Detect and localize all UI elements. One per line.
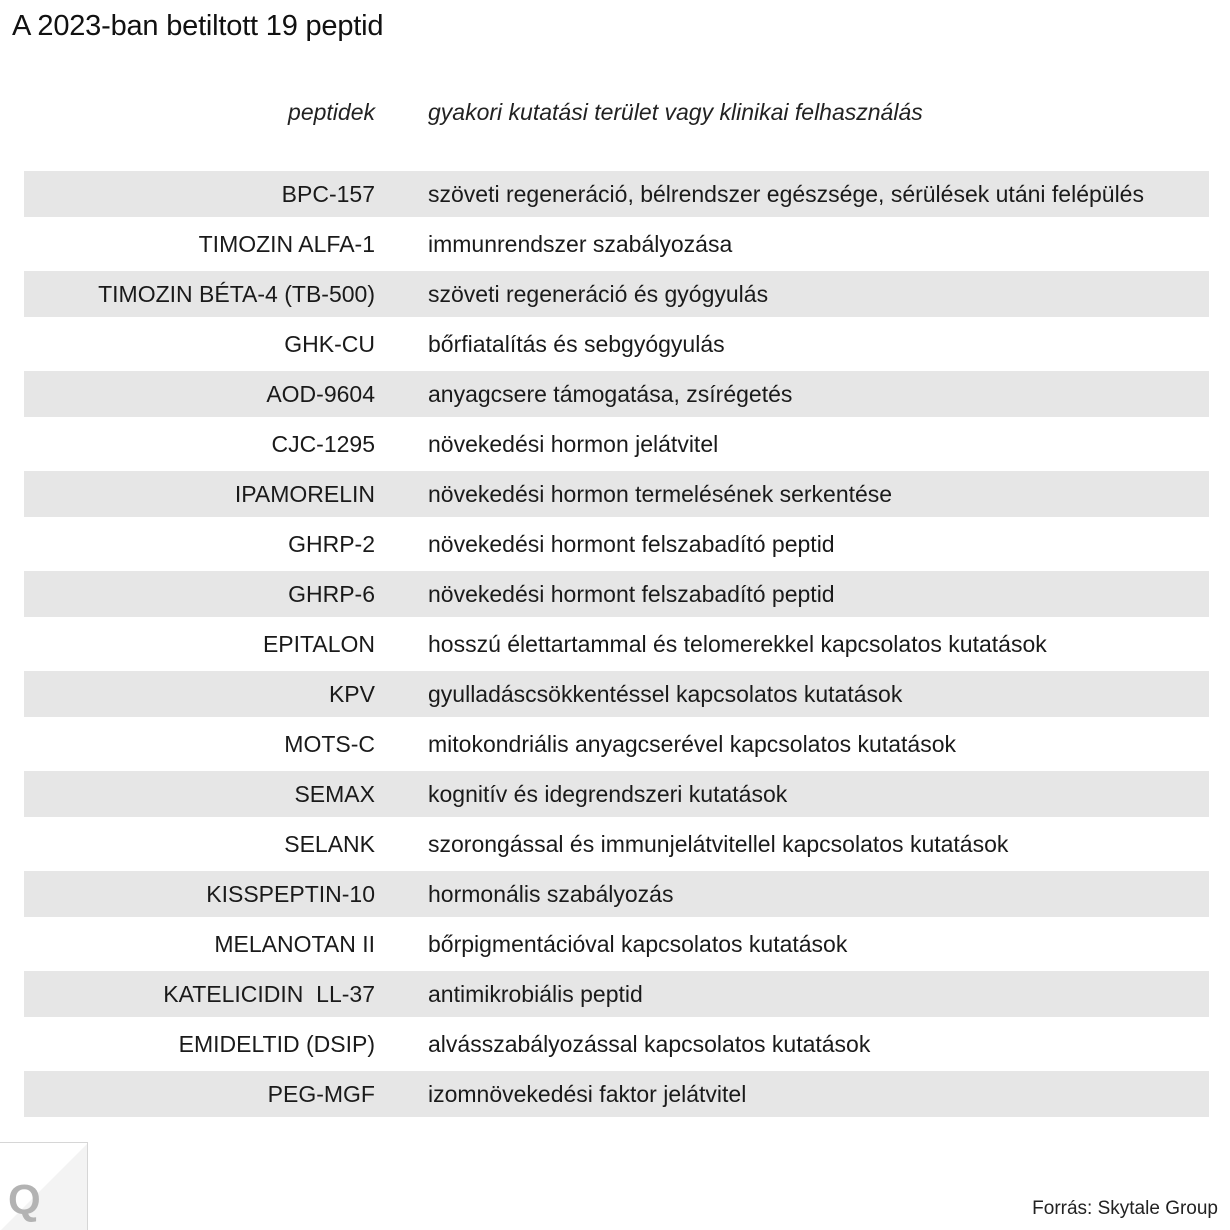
peptide-usage: gyulladáscsökkentéssel kapcsolatos kutatások (428, 680, 903, 707)
peptide-usage: növekedési hormont felszabadító peptid (428, 580, 835, 607)
peptide-usage: szöveti regeneráció és gyógyulás (428, 280, 769, 307)
table-row (24, 471, 1209, 517)
table-row (24, 321, 1209, 367)
peptide-name: PEG-MGF (267, 1080, 375, 1107)
peptide-name: KISSPEPTIN-10 (206, 880, 375, 907)
peptide-name: EPITALON (262, 630, 375, 657)
table-row (24, 421, 1209, 467)
table-row (24, 871, 1209, 917)
peptide-name: GHRP-2 (288, 530, 375, 557)
peptide-usage: hosszú élettartammal és telomerekkel kapcsolatos kutatások (428, 630, 1047, 657)
header-peptides: peptidek (288, 98, 375, 125)
table-row (24, 621, 1209, 667)
peptide-usage: bőrfiatalítás és sebgyógyulás (428, 330, 725, 357)
table-row (24, 921, 1209, 967)
peptide-name: GHRP-6 (288, 580, 375, 607)
peptide-name: GHK-CU (284, 330, 375, 357)
table-row (24, 371, 1209, 417)
peptide-name: SELANK (284, 830, 375, 857)
peptide-usage: hormonális szabályozás (428, 880, 674, 907)
peptide-usage: anyagcsere támogatása, zsírégetés (428, 380, 793, 407)
table-row (24, 271, 1209, 317)
peptide-name: MOTS-C (284, 730, 375, 757)
table-row (24, 221, 1209, 267)
header-usage: gyakori kutatási terület vagy klinikai felhasználás (428, 98, 923, 125)
table-row (24, 1071, 1209, 1117)
peptide-usage: bőrpigmentációval kapcsolatos kutatások (428, 930, 848, 957)
table-row (24, 971, 1209, 1017)
peptide-name: EMIDELTID (DSIP) (178, 1030, 375, 1057)
peptide-usage: kognitív és idegrendszeri kutatások (428, 780, 788, 807)
peptide-table (24, 90, 1209, 1121)
peptide-usage: antimikrobiális peptid (428, 980, 643, 1007)
table-row (24, 671, 1209, 717)
peptide-usage: növekedési hormon jelátvitel (428, 430, 719, 457)
table-row (24, 771, 1209, 817)
peptide-usage: izomnövekedési faktor jelátvitel (428, 1080, 747, 1107)
peptide-name: SEMAX (294, 780, 375, 807)
table-row (24, 821, 1209, 867)
peptide-usage: növekedési hormon termelésének serkentése (428, 480, 893, 507)
table-body (24, 171, 1209, 1117)
peptide-name: KATELICIDIN LL-37 (163, 980, 375, 1007)
peptide-usage: szorongással és immunjelátvitellel kapcsolatos kutatások (428, 830, 1009, 857)
peptide-usage: növekedési hormont felszabadító peptid (428, 530, 835, 557)
peptide-name: AOD-9604 (266, 380, 375, 407)
peptide-name: CJC-1295 (271, 430, 375, 457)
peptide-name: MELANOTAN II (214, 930, 375, 957)
peptide-name: KPV (328, 680, 375, 707)
table-row (24, 721, 1209, 767)
peptide-usage: szöveti regeneráció, bélrendszer egészsége, sérülések utáni felépülés (428, 180, 1144, 207)
peptide-usage: mitokondriális anyagcserével kapcsolatos kutatások (428, 730, 956, 757)
peptide-name: TIMOZIN BÉTA-4 (TB-500) (98, 280, 375, 307)
table-header (24, 90, 1209, 134)
source-note: Forrás: Skytale Group (1032, 1198, 1218, 1219)
peptide-name: BPC-157 (281, 180, 375, 207)
q-logo-icon (0, 1142, 88, 1230)
peptide-usage: immunrendszer szabályozása (428, 230, 733, 257)
page-title: A 2023-ban betiltott 19 peptid (12, 10, 384, 42)
peptide-name: TIMOZIN ALFA-1 (198, 230, 375, 257)
table-row (24, 521, 1209, 567)
logo-letter: Q (8, 1176, 41, 1223)
table-row (24, 571, 1209, 617)
table-row (24, 1021, 1209, 1067)
peptide-name: IPAMORELIN (234, 480, 375, 507)
table-row (24, 171, 1209, 217)
peptide-usage: alvásszabályozással kapcsolatos kutatások (428, 1030, 871, 1057)
